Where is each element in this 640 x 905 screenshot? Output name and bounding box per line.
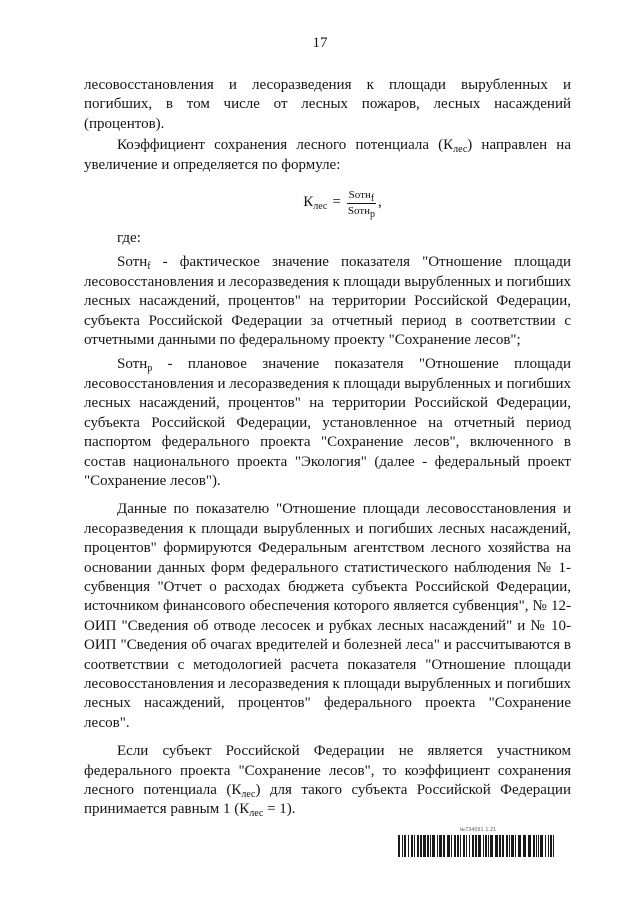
barcode-bar [515,835,516,857]
barcode-bar [523,835,526,857]
barcode-bar [550,835,552,857]
barcode-bar [518,835,521,857]
barcode-bar [417,835,419,857]
barcode [398,827,558,857]
barcode-bar [509,835,510,857]
barcode-bar [423,835,426,857]
barcode-bar [420,835,422,857]
formula-lhs: $К_{лес}$ [303,194,328,213]
barcode-bar [460,835,461,857]
formula-fraction [346,189,377,218]
barcode-bar [528,835,531,857]
barcode-bar [408,835,409,857]
barcode-bar [469,835,470,857]
barcode-bar [457,835,459,857]
paragraph-intro: лесовосстановления и лесоразведения к площади вырубленных и погибших, в том числе от лесных пожаров, лесных насаждений (процентов). [84,77,571,132]
barcode-bar [478,835,481,857]
barcode-bar [437,835,438,857]
barcode-bar [553,835,554,857]
barcode-bar [548,835,549,857]
barcode-bar [398,835,400,857]
paragraph-coefficient-intro: Коэффициент сохранения лесного потенциала $(К_{лес})$ направлен на увеличение и определяется по формуле: [84,137,571,173]
barcode-bar [414,835,415,857]
barcode-bar [483,835,484,857]
barcode-bar [488,835,489,857]
barcode-bar [506,835,508,857]
barcode-bar [447,835,450,857]
barcode-bar [439,835,442,857]
barcode-bar [411,835,413,857]
formula-equals: = [332,194,341,211]
barcode-bar [402,835,403,857]
document-body [84,76,571,820]
barcode-bar [466,835,467,857]
barcode-bar [475,835,477,857]
barcode-bar [451,835,452,857]
barcode-bar [536,835,537,857]
barcode-bar [463,835,465,857]
barcode-bar [533,835,535,857]
formula-numerator: Sотн$_f$ [348,188,375,204]
barcode-bars [398,835,558,857]
barcode-bar [540,835,543,857]
formula-comma: , [378,194,382,211]
barcode-bar [427,835,429,857]
barcode-bar [538,835,539,857]
paragraph-data-sources: Данные по показателю "Отношение площади лесовосстановления и лесоразведения к площади вырубленных и погибших лесных насаждений, процентов" формируются Федеральным агентством лесного хозяйства на основании данных форм федерального статистического наблюдения № 1-субвенция "Отчет о расходах бюджета субъекта Российской Федерации, источником финансового обеспечения которого является субвенция", № 12-ОИП "Сведения об отводе лесосек и рубках лесных насаждений" и № 10-ОИП "Сведения об очагах вредителей и болезней леса" и рассчитываются в соответствии с методологией расчета показателя "Отношение площади лесовосстановления и лесоразведения к площади вырубленных и погибших лесных насаждений, процентов" федерального проекта "Сохранение лесов". [84,501,571,731]
barcode-bar [404,835,406,857]
barcode-bar [443,835,445,857]
where-label: где: [117,230,141,247]
barcode-bar [495,835,498,857]
barcode-number: №734091.1.21 [459,827,497,833]
paragraph-non-participant: Если субъект Российской Федерации не является участником федерального проекта "Сохранение лесов", то коэффициент сохранения лесного потенциала $(К_{лес})$ для такого субъекта Российской Федерации принимается равным 1 $(К_{лес} = 1)$. [84,743,571,820]
barcode-bar [502,835,504,857]
formula-k-les [84,179,571,227]
barcode-bar [485,835,487,857]
barcode-bar [430,835,431,857]
barcode-bar [432,835,435,857]
barcode-bar [511,835,514,857]
definition-s-otn-p: Sотн$_p$ - плановое значение показателя "Отношение площади лесовосстановления и лесоразведения к площади вырубленных и погибших лесных насаждений, процентов" на территории Российской Федерации, субъекта Российской Федерации, установленное на отчетный период паспортом федерального проекта "Сохранение лесов", включенного в состав национального проекта "Экология" (далее - федеральный проект "Сохранение лесов"). [84,356,571,489]
barcode-bar [454,835,456,857]
barcode-bar [490,835,493,857]
page-number: 17 [312,35,328,51]
formula-denominator: Sотн$_p$ [347,204,376,220]
barcode-bar [545,835,546,857]
barcode-bar [472,835,474,857]
definition-s-otn-f: Sотн$_f$ - фактическое значение показателя "Отношение площади лесовосстановления и лесоразведения к площади вырубленных и погибших лесных насаждений, процентов" на территории Российской Федерации, субъекта Российской Федерации за отчетный период в соответствии с отчетными данными по федеральному проекту "Сохранение лесов"; [84,254,571,349]
barcode-bar [499,835,501,857]
